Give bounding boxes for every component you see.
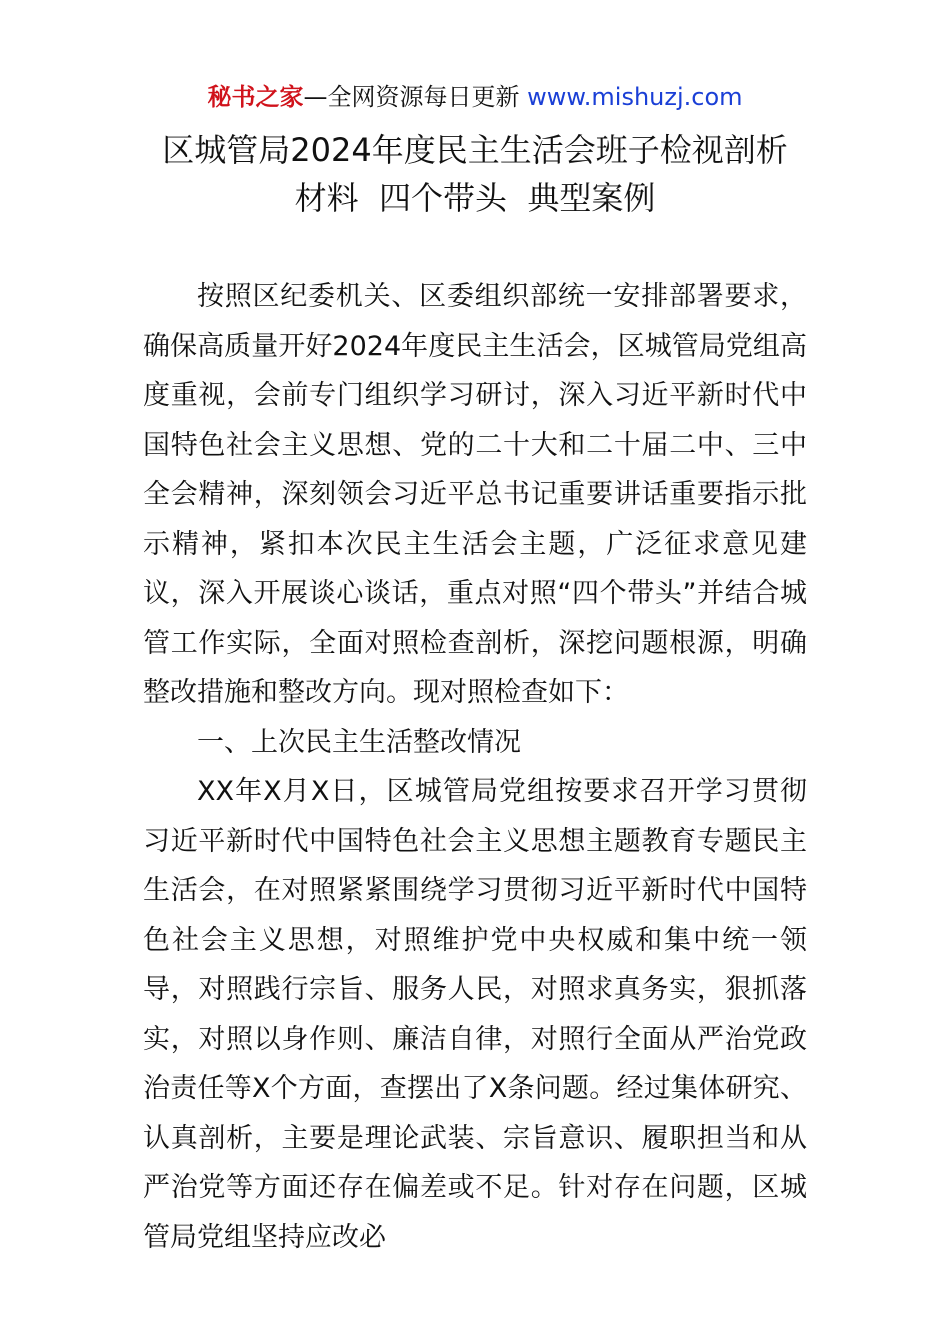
banner-tagline: —全网资源每日更新 xyxy=(303,83,528,111)
brand-name: 秘书之家 xyxy=(207,83,304,111)
title-line-2: 材料 四个带头 典型案例 xyxy=(294,179,656,217)
website-link[interactable]: www.mishuzj.com xyxy=(527,83,743,111)
document-title xyxy=(0,126,950,222)
document-body xyxy=(143,272,807,1262)
source-banner xyxy=(0,80,950,114)
section-paragraph: XX年X月X日，区城管局党组按要求召开学习贯彻习近平新时代中国特色社会主义思想主题教育专题民主生活会，在对照紧紧围绕学习贯彻习近平新时代中国特色社会主义思想，对照维护党中央权威和集中统一领导，对照践行宗旨、服务人民，对照求真务实，狠抓落实，对照以身作则、廉洁自律，对照行全面从严治党政治责任等X个方面，查摆出了X条问题。经过集体研究、认真剖析，主要是理论武装、宗旨意识、履职担当和从严治党等方面还存在偏差或不足。针对存在问题，区城管局党组坚持应改必 xyxy=(143,776,807,1253)
intro-paragraph: 按照区纪委机关、区委组织部统一安排部署要求，确保高质量开好2024年度民主生活会，区城管局党组高度重视，会前专门组织学习研讨，深入习近平新时代中国特色社会主义思想、党的二十大和二十届二中、三中全会精神，深刻领会习近平总书记重要讲话重要指示批示精神，紧扣本次民主生活会主题，广泛征求意见建议，深入开展谈心谈话，重点对照“四个带头”并结合城管工作实际，全面对照检查剖析，深挖问题根源，明确整改措施和整改方向。现对照检查如下： xyxy=(143,281,807,708)
section-heading: 一、上次民主生活整改情况 xyxy=(197,726,521,758)
title-line-1: 区城管局2024年度民主生活会班子检视剖析 xyxy=(162,131,788,169)
